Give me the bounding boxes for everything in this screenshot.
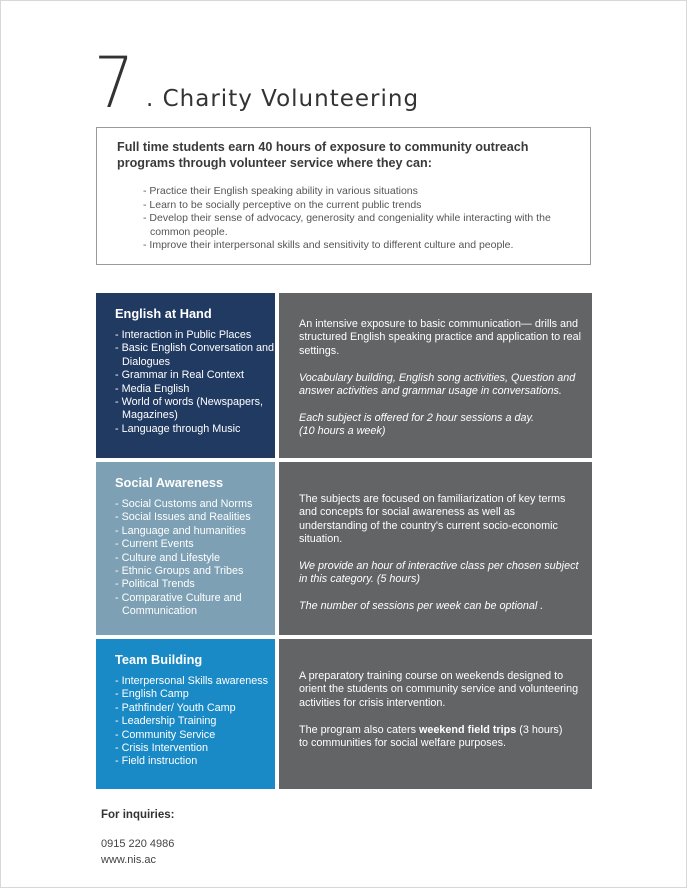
- panel-title: Team Building: [115, 652, 203, 667]
- list-item: - English Camp: [115, 688, 189, 701]
- list-item: - Interaction in Public Places: [115, 329, 252, 341]
- description-paragraph: (10 hours a week): [299, 425, 386, 437]
- english-at-hand-description: [279, 293, 592, 458]
- list-item: - Social Customs and Norms: [115, 498, 253, 510]
- list-item: - Culture and Lifestyle: [115, 551, 221, 564]
- text-run: The program also caters: [299, 724, 420, 736]
- inquiries-label: For inquiries:: [101, 809, 175, 821]
- description-paragraph: to communities for social welfare purposes.: [299, 737, 507, 749]
- text-run-bold: weekend field trips: [419, 724, 517, 736]
- topic-list: [115, 675, 275, 769]
- list-item: - Language and humanities: [115, 524, 246, 537]
- list-item: - Grammar in Real Context: [115, 369, 244, 382]
- intro-lead: Full time students earn 40 hours of exposure to community outreach programs through volunteer service where they can:: [117, 140, 529, 170]
- list-item: - Develop their sense of advocacy, generosity and congeniality while interacting with the common people.: [143, 212, 551, 238]
- social-awareness-description: [279, 462, 592, 635]
- contact-website: www.nis.ac: [101, 854, 157, 866]
- list-item: - Social Issues and Realities: [115, 511, 251, 524]
- description-paragraph: Vocabulary building, English song activities, Question and answer activities and grammar usage in conversations.: [299, 372, 576, 398]
- list-item: - Comparative Culture and Communication: [115, 591, 242, 618]
- topic-list: [115, 498, 275, 619]
- list-item: - Learn to be socially perceptive on the current public trends: [143, 198, 422, 211]
- panel-title: English at Hand: [115, 306, 212, 321]
- list-item: - Pathfinder/ Youth Camp: [115, 701, 236, 714]
- list-item: - Field instruction: [115, 755, 198, 768]
- social-awareness-panel: [96, 462, 275, 635]
- intro-box: [96, 127, 591, 265]
- description-paragraph: An intensive exposure to basic communication— drills and structured English speaking practice and application to real settings.: [299, 318, 582, 357]
- description-paragraph: The subjects are focused on familiarization of key terms and concepts for social awareness as well as understanding of the country's current socio-economic situation.: [299, 493, 566, 546]
- description-paragraph: The number of sessions per week can be optional .: [299, 600, 544, 612]
- team-building-panel: [96, 639, 275, 789]
- description-paragraph: A preparatory training course on weekends designed to orient the students on community service and volunteering activities for crisis intervention.: [299, 670, 579, 709]
- description-paragraph: [299, 724, 584, 737]
- text-run: (3 hours): [516, 724, 563, 736]
- contact-phone: 0915 220 4986: [101, 838, 175, 850]
- description-paragraph: in this category. (5 hours): [299, 573, 421, 585]
- list-item: - Basic English Conversation and Dialogues: [115, 342, 275, 368]
- list-item: - Interpersonal Skills awareness: [115, 675, 269, 687]
- team-building-description: [279, 639, 592, 789]
- english-at-hand-panel: [96, 293, 275, 458]
- description-paragraph: Each subject is offered for 2 hour sessions a day.: [299, 412, 535, 424]
- list-item: - Crisis Intervention: [115, 742, 209, 755]
- intro-list: [143, 185, 583, 253]
- description-paragraph: We provide an hour of interactive class per chosen subject: [299, 560, 579, 572]
- list-item: - Political Trends: [115, 578, 195, 591]
- list-item: - Community Service: [115, 728, 216, 741]
- list-item: - Practice their English speaking ability in various situations: [143, 185, 418, 197]
- section-number: 7: [94, 42, 133, 124]
- list-item: - Ethnic Groups and Tribes: [115, 565, 244, 578]
- list-item: - Current Events: [115, 538, 194, 551]
- list-item: - Media English: [115, 382, 190, 395]
- topic-list: [115, 329, 275, 436]
- list-item: - Leadership Training: [115, 715, 217, 728]
- list-item: - World of words (Newspapers, Magazines): [115, 396, 264, 422]
- list-item: - Improve their interpersonal skills and sensitivity to different culture and people.: [143, 239, 514, 251]
- panel-title: Social Awareness: [115, 475, 224, 490]
- list-item: - Language through Music: [115, 422, 241, 435]
- page-title: . Charity Volunteering: [146, 86, 420, 112]
